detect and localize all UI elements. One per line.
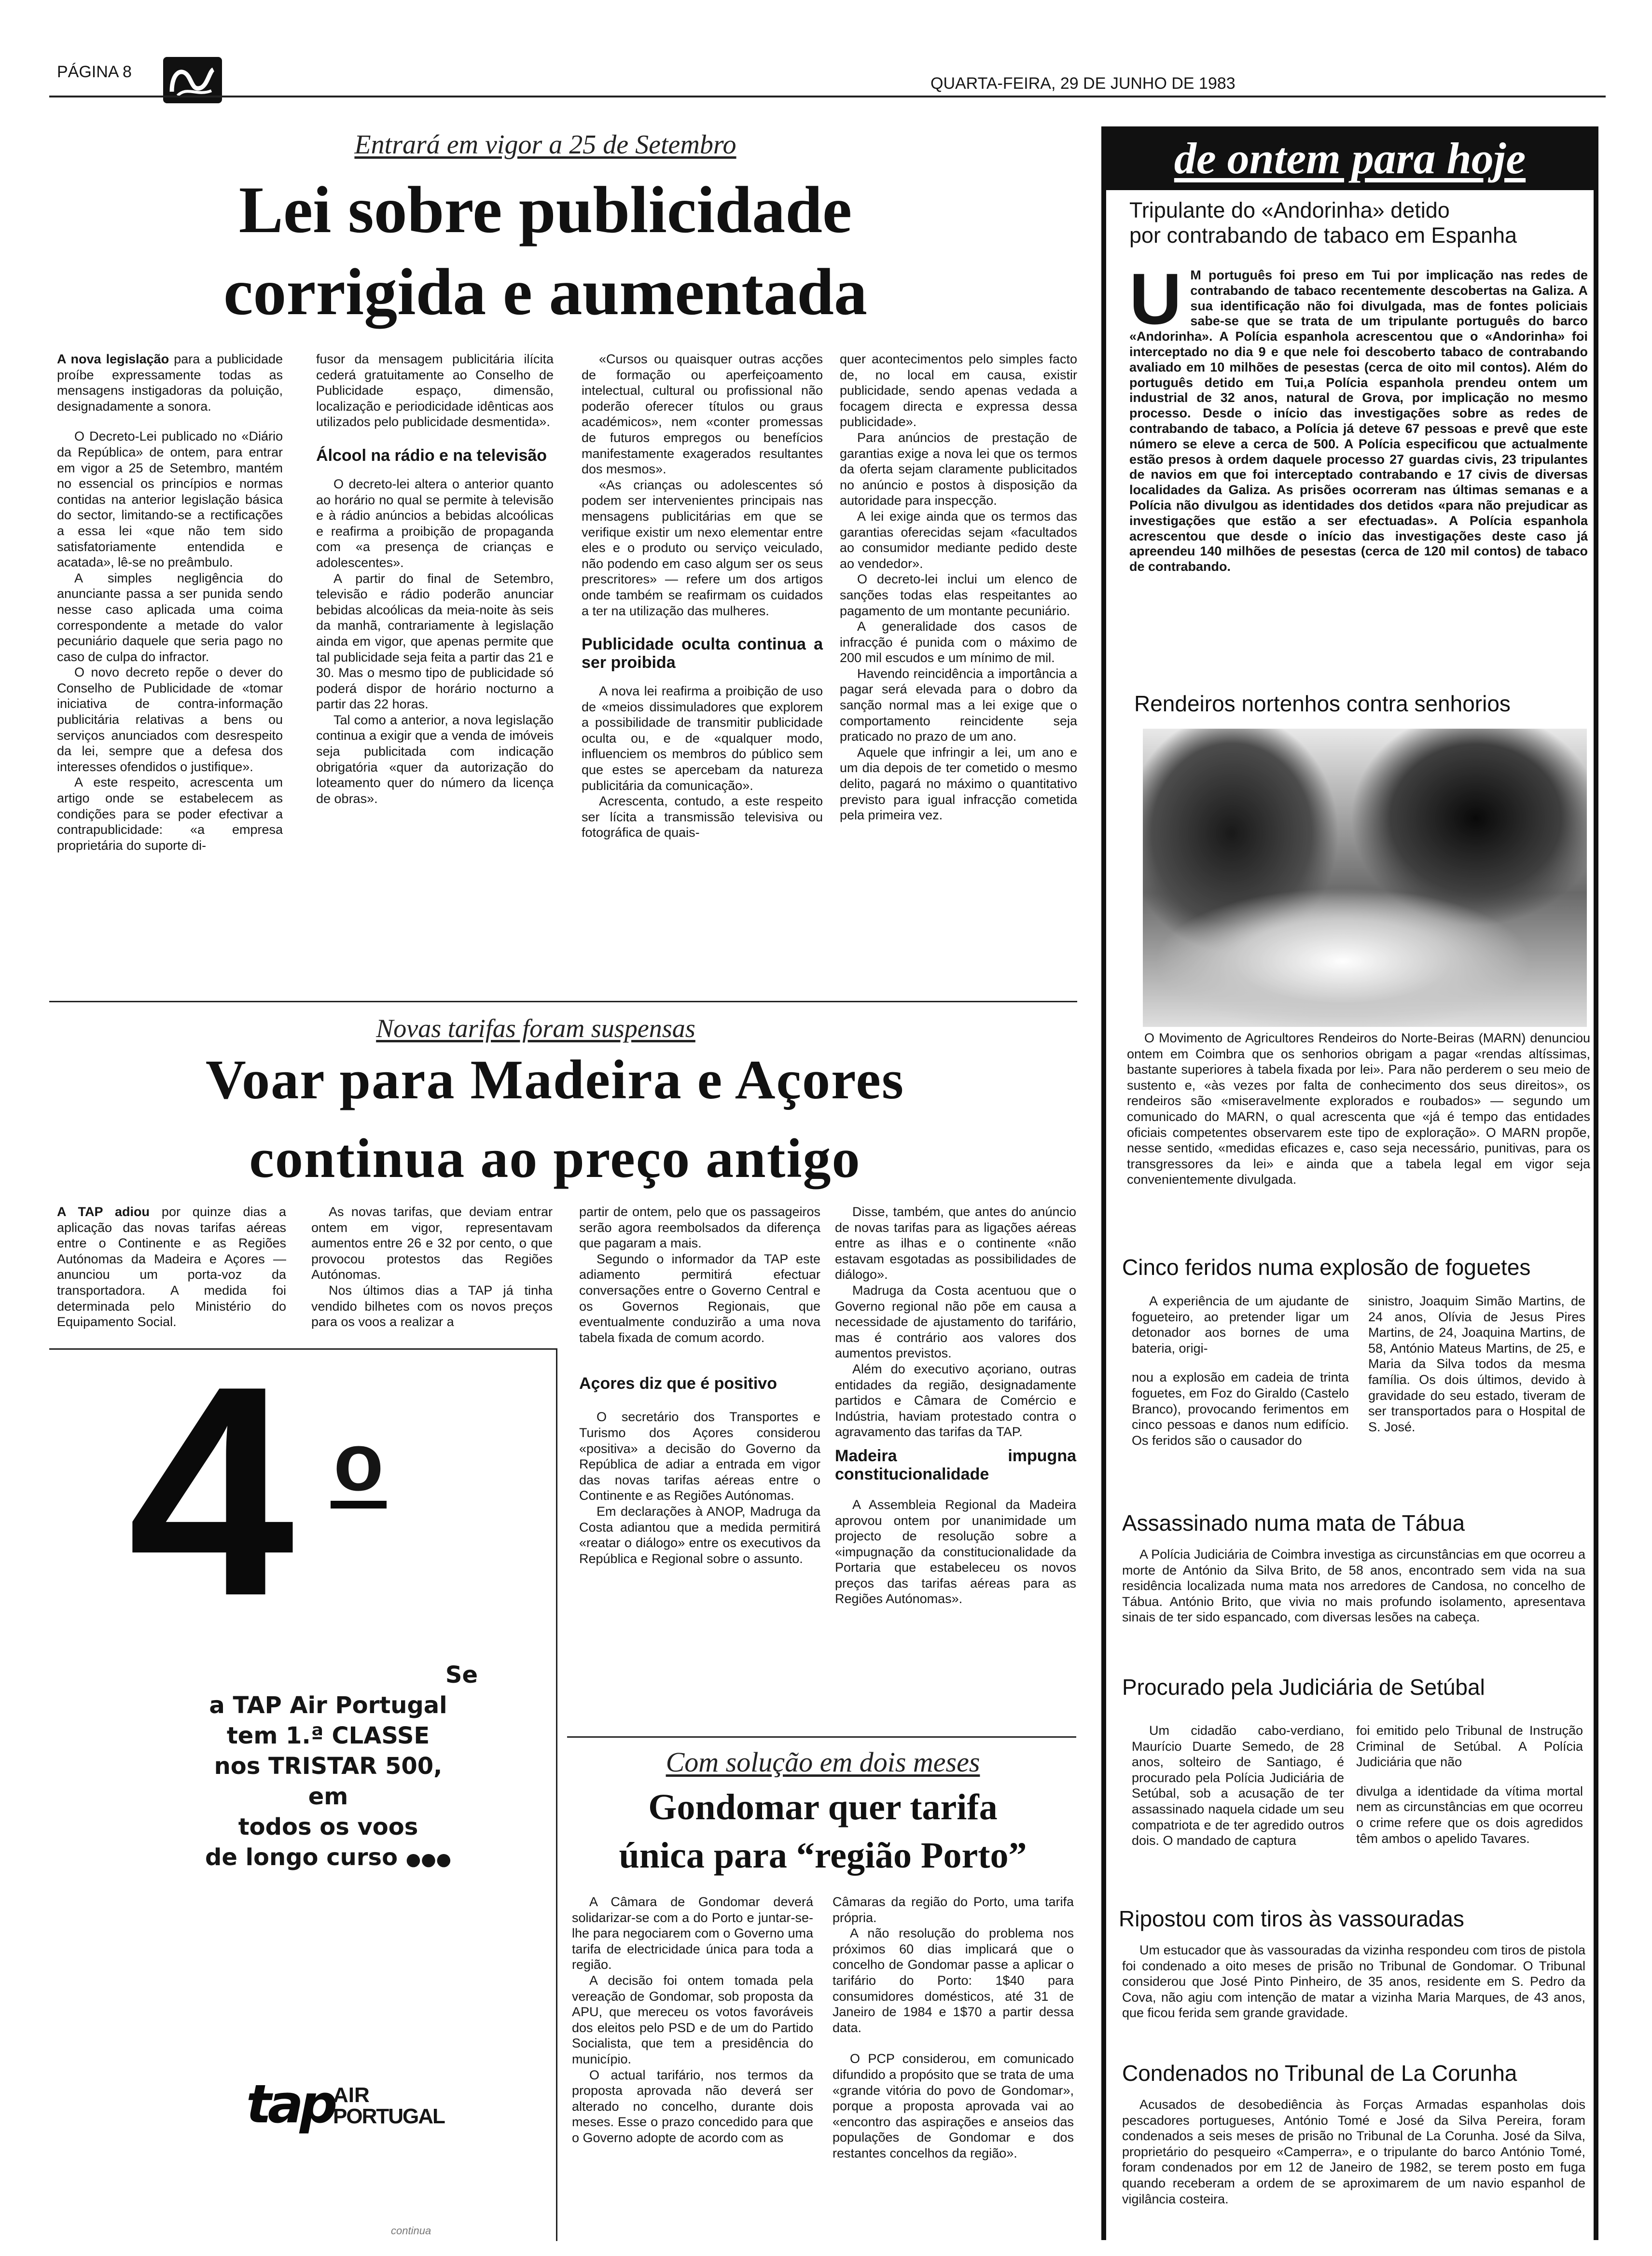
sidebar-banner bbox=[1101, 126, 1598, 190]
story5-col2-p0: foi emitido pelo Tribunal de Instrução Criminal de Setúbal. A Polícia Judiciária que não bbox=[1356, 1723, 1583, 1770]
article1-col1-p4: A este respeito, acrescenta um artigo onde se estabelecem as condições para se poder efectivar a contrapublicidade: «a empresa proprietária do suporte di- bbox=[57, 775, 283, 853]
article3-col1-p0: A Câmara de Gondomar deverá solidarizar-se com a do Porto e juntar-se-lhe para negociarem com o Governo uma tarifa de electricidade única para toda a região. bbox=[572, 1895, 813, 1972]
article2-col3-p2: O secretário dos Transportes e Turismo dos Açores considerou «positiva» a decisão do Governo da República de adiar a entrada em vigor das novas tarifas aéreas entre o Continente e as Regiões Autónomas. bbox=[579, 1410, 820, 1503]
article2-subhead-madeira: Madeira impugna constitucionalidade bbox=[835, 1446, 1076, 1483]
article1-col4 bbox=[840, 351, 1077, 823]
article1-col4-p2: A lei exige ainda que os termos das garantias oferecidas sejam «facultados ao consumidor mediante pedido deste ao vendedor». bbox=[840, 509, 1077, 571]
story4-body-text: A Polícia Judiciária de Coimbra investiga as circunstâncias em que ocorreu a morte de António da Silva Brito, de 58 anos, encontrado sem vida na sua residência localizada numa mata nos arredores de Candosa, no concelho de Tábua. António Brito, que vivia no mais profundo isolamento, apresentava sinais de ter sido espancado, com diversas lesões na cabeça. bbox=[1122, 1547, 1585, 1625]
article1-col2-p0: fusor da mensagem publicitária ilícita cederá gratuitamente ao Conselho de Publicidade espaço, dimensão, localização e periodicidade idênticas aos utilizados pelo publicidade desmentida». bbox=[316, 352, 554, 429]
story5-title: Procurado pela Judiciária de Setúbal bbox=[1122, 1675, 1485, 1700]
story1-title-line1: Tripulante do «Andorinha» detido bbox=[1129, 198, 1450, 222]
story3-col2-p0: sinistro, Joaquim Simão Martins, de 24 anos, Olívia de Jesus Pires Martins, de 24, Joaquina Martins, de 58, António Mateus Martins, de 25, e Maria da Silva todos da mesma família. Os dois últimos, devido à gravidade do seu estado, tiveram de ser transportados para o Hospital de S. José. bbox=[1368, 1294, 1585, 1434]
header-rule bbox=[49, 96, 1606, 97]
article1-col1-p3: O novo decreto repõe o dever do Conselho de Publicidade de «tomar iniciativa de contra-informação publicitária relativas a bens ou serviços anunciados com desrespeito da lei, sempre que a defesa dos interesses ofendidos o justifique». bbox=[57, 665, 283, 774]
article1-col3-p0: «Cursos ou quaisquer outras acções de formação ou aperfeiçoamento intelectual, cultural ou profissional não poderão oferecer títulos ou graus académicos», nem «conter promessas de futuros empregos ou benefícios manifestamente exagerados resultantes dos mesmos». bbox=[582, 352, 823, 477]
ad-line3: tem 1.ª CLASSE bbox=[226, 1722, 430, 1749]
article1-col4-p5: Havendo reincidência a importância a pagar será elevada para o dobro da sanção normal mas a lei exige que o comportamento reincidente seja praticado no prazo de um ano. bbox=[840, 666, 1077, 744]
ad-line2: a TAP Air Portugal bbox=[209, 1692, 447, 1719]
article2-col2-p0: As novas tarifas, que deviam entrar ontem em vigor, representavam aumentos entre 26 e 32 por cento, o que provocou protestos das Regiões Autónomas. bbox=[311, 1204, 553, 1282]
ad-right-rule bbox=[556, 1348, 557, 2241]
article2-col1-text: por quinze dias a aplicação das novas tarifas aéreas entre o Continente e as Regiões Autónomas da Madeira e Açores — anunciou um porta-voz da transportadora. A medida foi determinada pelo Ministério do Equipamento Social. bbox=[57, 1204, 286, 1329]
article2-col3-p1: Segundo o informador da TAP este adiamento permitirá efectuar conversações entre o Governo Central e os Governos Regionais, que eventualmente conduzirão a uma nova tabela fixada de comum acordo. bbox=[579, 1251, 820, 1345]
tap-logo-text2: PORTUGAL bbox=[333, 2104, 444, 2128]
ad-copy bbox=[130, 1660, 526, 1875]
story1-title-line2: por contrabando de tabaco em Espanha bbox=[1129, 223, 1517, 248]
ad-footer: continua bbox=[391, 2225, 431, 2237]
article3-col2-p0: Câmaras da região do Porto, uma tarifa própria. bbox=[833, 1895, 1074, 1925]
article1-col3-p3: Acrescenta, contudo, a este respeito ser lícita a transmissão televisiva ou fotográfica de quais- bbox=[582, 794, 823, 840]
article2-col4 bbox=[835, 1204, 1076, 1607]
article2-lead: A TAP adiou bbox=[57, 1204, 150, 1219]
article1-col1 bbox=[57, 351, 283, 853]
article1-col1-p1: O Decreto-Lei publicado no «Diário da República» de ontem, para entrar em vigor a 25 de Setembro, mantém no essencial os princípios e normas contidas na anterior legislação básica do sector, limitando-se a rectificações a essa lei «que não tem sido satisfatoriamente entendida e acatada», lê-se no preâmbulo. bbox=[57, 429, 283, 570]
story3-col1-p1: nou a explosão em cadeia de trinta foguetes, em Foz do Giraldo (Castelo Branco), provocando ferimentos em cinco pessoas e danos num edifício. Os feridos são o causador do bbox=[1132, 1370, 1349, 1448]
article2-col3-p3: Em declarações à ANOP, Madruga da Costa adiantou que a medida permitirá «reatar o diálogo» entre os executivos da República e Regional sobre o assunto. bbox=[579, 1504, 820, 1566]
page-date: QUARTA-FEIRA, 29 DE JUNHO DE 1983 bbox=[930, 74, 1236, 93]
article1-col2-p3: Tal como a anterior, a nova legislação continua a exigir que a venda de imóveis seja publicitada com indicação obrigatória «quer da autorização do loteamento quer do número da licença de obras». bbox=[316, 712, 554, 806]
article3-top-rule bbox=[567, 1736, 1076, 1738]
ad-line1: Se bbox=[445, 1661, 478, 1689]
article1-col2-p2: A partir do final de Setembro, televisão e rádio poderão anunciar bebidas alcoólicas da meia-noite às seis da manhã, contrariamente à legislação ainda em vigor, que apenas permite que tal publicidade seja feita a partir das 21 e 30. Mas o mesmo tipo de publicidade só poderá dispor de horário nocturno a partir das 22 horas. bbox=[316, 571, 554, 712]
ad-line5: em bbox=[308, 1783, 348, 1810]
article3-kicker: Com solução em dois meses bbox=[666, 1746, 980, 1778]
article3-col2 bbox=[833, 1894, 1074, 2161]
article3-headline-line2: única para “região Porto” bbox=[619, 1835, 1027, 1876]
rendeiros-photo bbox=[1143, 729, 1587, 1027]
article2-col2-p1: Nos últimos dias a TAP já tinha vendido bilhetes com os novos preços para os voos a realizar a bbox=[311, 1283, 553, 1329]
ad-line7: de longo curso bbox=[205, 1844, 398, 1871]
article2-headline-line2: continua ao preço antigo bbox=[249, 1128, 861, 1190]
ad-ordinal: o bbox=[331, 1424, 387, 1509]
article1-bottom-rule bbox=[49, 1001, 1077, 1002]
article3-col1-p2: O actual tarifário, nos termos da proposta aprovada não deverá ser alterado no concelho, durante dois meses. Esse o prazo concedido para que o Governo adopte de acordo com as bbox=[572, 2067, 813, 2145]
article1-col3-p1: «As crianças ou adolescentes só podem ser intervenientes principais nas mensagens publicitárias em que se verifique existir um nexo elementar entre eles e o produto ou serviço veiculado, não podendo em caso algum ser os seus prescritores» — refere um dos artigos onde também se reafirmam os cuidados a ter na utilização das mulheres. bbox=[582, 477, 823, 618]
article1-col3-p2: A nova lei reafirma a proibição de uso de «meios dissimuladores que explorem a possibilidade de transmitir publicidade oculta ou, e de «qualquer modo, influenciem os membros do público sem que estes se apercebam da natureza publicitária da comunicação». bbox=[582, 684, 823, 793]
story5-col1 bbox=[1132, 1723, 1344, 1849]
article1-col4-p6: Aquele que infringir a lei, um ano e um dia depois de ter cometido o mesmo delito, pagará no máximo o quantitativo previsto para igual infracção cometida pela primeira vez. bbox=[840, 745, 1077, 823]
ad-line6: todos os voos bbox=[238, 1813, 418, 1841]
article3-col1 bbox=[572, 1894, 813, 2146]
article1-col2-p1: O decreto-lei altera o anterior quanto ao horário no qual se permite à televisão e à rádio anúncios a bebidas alcoólicas e reafirma a proibição de propaganda com «a presença de crianças e adolescentes». bbox=[316, 476, 554, 570]
article2-headline-line1: Voar para Madeira e Açores bbox=[205, 1049, 905, 1111]
story3-title: Cinco feridos numa explosão de foguetes bbox=[1122, 1255, 1531, 1280]
article1-col1-p0: para a publicidade proíbe expressamente todas as mensagens instigadoras da poluição, designadamente a sonora. bbox=[57, 352, 283, 414]
story3-col1 bbox=[1132, 1293, 1349, 1448]
ad-top-rule bbox=[49, 1348, 556, 1350]
tap-advert[interactable] bbox=[53, 1324, 555, 2249]
article1-subhead-oculta: Publicidade oculta continua a ser proibida bbox=[582, 635, 823, 672]
article2-col2 bbox=[311, 1204, 553, 1330]
article2-col4-p3: A Assembleia Regional da Madeira aprovou ontem por unanimidade um projecto de resolução sobre a «impugnação da constitucionalidade da Portaria que estabeleceu os novos preços das tarifas aéreas para as Regiões Autónomas». bbox=[835, 1497, 1076, 1606]
article1-kicker: Entrará em vigor a 25 de Setembro bbox=[354, 130, 736, 160]
article1-col4-p4: A generalidade dos casos de infracção é punida com o máximo de 200 mil escudos e um mínimo de mil. bbox=[840, 619, 1077, 665]
article1-col4-p3: O decreto-lei inclui um elenco de sanções todas elas respeitantes ao pagamento de um montante pecuniário. bbox=[840, 572, 1077, 618]
story5-col2-p1: divulga a identidade da vítima mortal nem as circunstâncias em que ocorreu o crime refere que os dois agredidos têm ambos o apelido Tavares. bbox=[1356, 1784, 1583, 1846]
tap-logo-mark: tap bbox=[246, 2073, 334, 2135]
story5-col1-p0: Um cidadão cabo-verdiano, Maurício Duarte Semedo, de 28 anos, solteiro de Santiago, é procurado pela Polícia Judiciária de Setúbal, sob a acusação de ter assassinado naquela cidade um seu compatriota e de ter agredido outros dois. O mandado de captura bbox=[1132, 1723, 1344, 1848]
story4-body bbox=[1122, 1547, 1585, 1625]
article1-col3 bbox=[582, 351, 823, 841]
ad-bullets: ●●● bbox=[405, 1850, 452, 1869]
article3-col2-p1: A não resolução do problema nos próximos 60 dias implicará que o concelho de Gondomar passe a aplicar o tarifário do Porto: 1$40 para consumidores domésticos, até 31 de Janeiro de 1984 e 1$70 a partir dessa data. bbox=[833, 1926, 1074, 2035]
page-number: PÁGINA 8 bbox=[57, 63, 132, 81]
story2-title: Rendeiros nortenhos contra senhorios bbox=[1134, 691, 1511, 716]
article2-kicker: Novas tarifas foram suspensas bbox=[376, 1014, 695, 1043]
ad-big-number: 4 bbox=[128, 1324, 285, 1658]
article2-subhead-acores: Açores diz que é positivo bbox=[579, 1374, 777, 1393]
article1-col4-p0: quer acontecimentos pelo simples facto de, no local em causa, existir publicidade, sendo apenas vedada a focagem directa e expressa dessa publicidade». bbox=[840, 352, 1077, 429]
article2-col4-p2: Além do executivo açoriano, outras entidades da região, designadamente partidos e Câmara de Comércio e Indústria, haviam protestado contra o agravamento das tarifas da TAP. bbox=[835, 1361, 1076, 1439]
article1-lead: A nova legislação bbox=[57, 352, 169, 366]
story1-body bbox=[1129, 258, 1588, 575]
article1-col4-p1: Para anúncios de prestação de garantias exige a nova lei que os termos da oferta sejam claramente publicitados no anúncio e postos à disposição da autoridade para inspecção. bbox=[840, 430, 1077, 508]
article1-headline-line2: corrigida e aumentada bbox=[223, 255, 867, 329]
article2-col3-p0: partir de ontem, pelo que os passageiros serão agora reembolsados da diferença que pagaram a mais. bbox=[579, 1204, 820, 1251]
story3-col1-p0: A experiência de um ajudante de fogueteiro, ao pretender ligar um detonador aos bornes de uma bateria, origi- bbox=[1132, 1294, 1349, 1356]
article1-col1-p2: A simples negligência do anunciante passa a ser punida sendo nesse caso aplicada uma coima correspondente a metade do valor pecuniário daquele que seria pago no caso de culpa do infractor. bbox=[57, 570, 283, 664]
story6-title: Ripostou com tiros às vassouradas bbox=[1119, 1906, 1464, 1931]
story1-title bbox=[1129, 198, 1588, 248]
story1-dropcap: U bbox=[1129, 258, 1182, 339]
story1-body-text: M português foi preso em Tui por implicação nas redes de contrabando de tabaco recentemente descobertas na Galiza. A sua identificação não foi divulgada, mas de fontes policiais sabe-se que se trata de um tripulante português do barco «Andorinha». A Polícia espanhola acrescentou que o «Andorinha» foi interceptado no dia 9 e que nele foi descoberto tabaco de contrabando avaliado em 10 milhões de pesestas (cerca de oito mil contos). Além do português detido em Tui,a Polícia espanhola prendeu ontem um industrial de 32 anos, natural de Grova, por implicação no mesmo processo. Desde o início das investigações sobre as redes de contrabando de tabaco, a Polícia já deteve 67 pessoas e prevê que este número se eleve a cerca de 500. A Polícia especificou que actualmente estão presos à ordem daquele processo 27 guardas civis, 23 tripulantes de navios em que foi interceptado contrabando e 17 civis de diversas localidades da Galiza. As prisões ocorreram nas últimas semanas e a Polícia não divulgou as identidades dos detidos «para não prejudicar as investigações que estão a ser efectuadas». A Polícia espanhola acrescentou que desde o início das investigações deste caso já apreendeu 140 milhões de pesestas (cerca de 120 mil contos) de tabaco de contrabando. bbox=[1129, 268, 1588, 574]
article3-headline-line1: Gondomar quer tarifa bbox=[648, 1787, 998, 1827]
tap-logo bbox=[246, 2075, 458, 2138]
story5-col2 bbox=[1356, 1723, 1583, 1846]
article2-col3 bbox=[579, 1204, 820, 1566]
story2-body bbox=[1127, 1030, 1590, 1188]
article2-col1 bbox=[57, 1204, 286, 1330]
article1-col2 bbox=[316, 351, 554, 806]
story6-body bbox=[1122, 1942, 1585, 2021]
story2-body-text: O Movimento de Agricultores Rendeiros do Norte-Beiras (MARN) denunciou ontem em Coimbra que os senhorios obrigam a pagar «rendas altíssimas, bastante superiores à tabela fixada por lei». Para não perderem o seu meio de sustento e, «às vezes por falta de conhecimento dos seus direitos», os rendeiros são «miseravelmente explorados e roubados» — segundo um comunicado do MARN, o qual acrescenta que «já é tempo das entidades oficiais competentes observarem este tipo de exploração». O MARN propõe, nesse sentido, «medidas eficazes e, caso seja necessário, punitivas, para os transgressores da lei» e ainda que a tabela legal em vigor seja convenientemente divulgada. bbox=[1127, 1031, 1590, 1187]
ad-line4: nos TRISTAR 500, bbox=[214, 1753, 443, 1780]
story7-body bbox=[1122, 2097, 1585, 2207]
story7-title: Condenados no Tribunal de La Corunha bbox=[1122, 2061, 1517, 2086]
article1-subhead-alcool: Álcool na rádio e na televisão bbox=[316, 446, 547, 465]
story3-col2 bbox=[1368, 1293, 1585, 1435]
article3-col1-p1: A decisão foi ontem tomada pela vereação de Gondomar, sob proposta da APU, que mereceu os votos favoráveis dos eleitos pelo PSD e de um do Partido Socialista, que tem a presidência do município. bbox=[572, 1973, 813, 2066]
story7-body-text: Acusados de desobediência às Forças Armadas espanholas dois pescadores portugueses, António Tomé e José da Silva Pereira, foram condenados a seis meses de prisão no Tribunal de La Corunha. José da Silva, proprietário do pesqueiro «Camperra», e o tripulante do barco António Tomé, foram condenados por em 12 de Janeiro de 1982, se terem posto em fuga quando receberam a ordem de se aproximarem de um navio espanhol de vigilância costeira. bbox=[1122, 2097, 1585, 2206]
article2-col4-p1: Madruga da Costa acentuou que o Governo regional não põe em causa a necessidade de ajustamento do tarifário, mas é contrário aos valores dos aumentos previstos. bbox=[835, 1283, 1076, 1361]
article1-headline-line1: Lei sobre publicidade bbox=[238, 173, 852, 247]
sidebar-banner-text: de ontem para hoje bbox=[1174, 134, 1526, 183]
story6-body-text: Um estucador que às vassouradas da vizinha respondeu com tiros de pistola foi condenado a oito meses de prisão no Tribunal de Gondomar. O Tribunal considerou que José Pinto Pinheiro, de 35 anos, residente em S. Pedro da Cova, não agiu com intenção de matar a vizinha Maria Marques, de 43 anos, que ficou ferida sem grande gravidade. bbox=[1122, 1943, 1585, 2021]
article2-col4-p0: Disse, também, que antes do anúncio de novas tarifas para as ligações aéreas entre as ilhas e o continente «não estavam esgotadas as possibilidades de diálogo». bbox=[835, 1204, 1076, 1282]
tap-logo-text1: AIR bbox=[333, 2083, 370, 2107]
story4-title: Assassinado numa mata de Tábua bbox=[1122, 1510, 1465, 1536]
article3-col2-p2: O PCP considerou, em comunicado difundido a propósito que se trata de uma «grande vitória do povo de Gondomar», porque a proposta aprovada vai ao «encontro das aspirações e anseios das populações de Gondomar e dos restantes concelhos da região». bbox=[833, 2051, 1074, 2160]
